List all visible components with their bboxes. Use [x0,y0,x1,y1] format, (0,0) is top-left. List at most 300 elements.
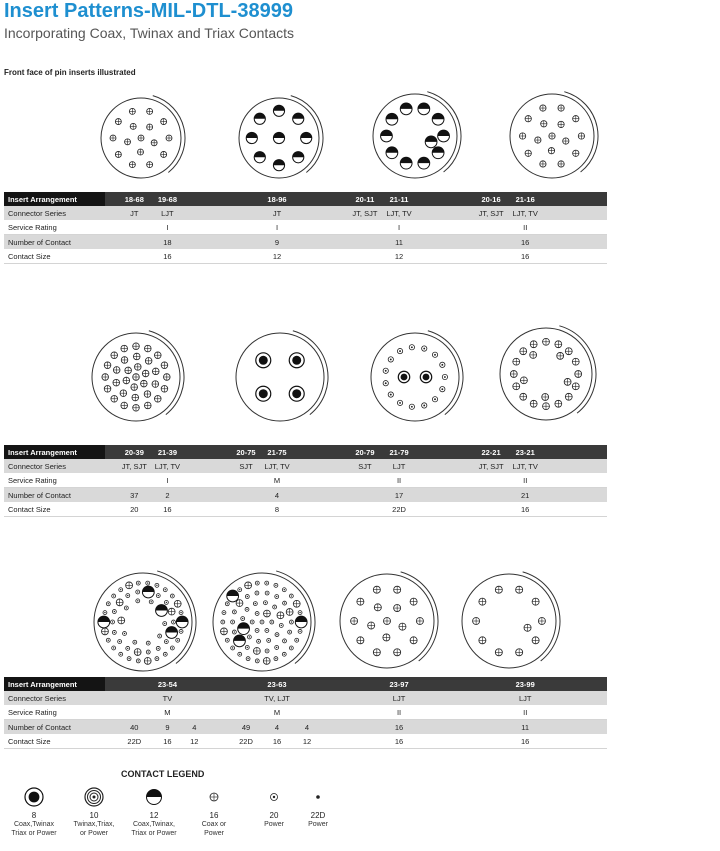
page-title: Insert Patterns-MIL-DTL-38999 [4,0,293,22]
insert-table-3 [4,677,607,749]
table-cell: LJT, TV [507,459,544,473]
table-cell [294,705,321,720]
table-cell: LJT [151,206,184,220]
table-cell [118,235,151,250]
table-cell: 20-79 [349,445,380,459]
table-row [4,691,607,705]
row-label: Insert Arrangement [4,192,105,206]
insert-table-1 [4,192,607,264]
table-cell [436,473,475,488]
insert-diagram-20-39 [86,327,186,427]
table-cell [105,691,117,705]
table-cell [349,502,380,517]
row-label: Connector Series [4,206,105,220]
table-cell [184,220,205,235]
table-cell: 22D [118,734,151,749]
table-cell [544,502,607,517]
table-cell [184,677,205,691]
row-label: Contact Size [4,734,105,749]
table-cell [232,488,261,503]
table-cell: 23-99 [507,677,544,691]
table-cell [205,249,232,264]
table-cell [184,249,205,264]
table-cell: 20 [118,502,151,517]
table-cell [294,473,321,488]
table-cell: 4 [294,720,321,735]
table-cell [205,677,232,691]
table-cell [320,488,349,503]
table-cell [184,445,205,459]
row-label: Service Rating [4,473,105,488]
table-header-row [4,445,607,459]
table-cell [320,720,349,735]
table-cell [418,249,437,264]
table-cell [436,459,475,473]
row-label: Service Rating [4,220,105,235]
table-cell [232,206,261,220]
table-cell [349,249,380,264]
table-cell [205,206,232,220]
table-cell [418,502,437,517]
table-cell [436,192,475,206]
insert-diagram-18-96 [233,92,325,184]
legend-size: 8 [31,811,37,820]
table-cell [544,705,607,720]
table-cell: 19-68 [151,192,184,206]
table-cell [105,206,117,220]
table-cell [184,705,205,720]
table-cell [320,249,349,264]
table-cell [105,502,117,517]
table-cell [476,249,507,264]
table-cell [349,734,380,749]
table-cell: II [380,473,417,488]
row-label: Contact Size [4,249,105,264]
table-cell [418,734,437,749]
table-cell: II [507,705,544,720]
table-cell: JT, SJT [118,459,151,473]
insert-outline [236,333,324,421]
table-cell [105,705,117,720]
legend-size: 20 [269,811,279,820]
table-cell [205,705,232,720]
legend-description: Coax or [201,821,227,828]
table-cell: 16 [151,734,184,749]
insert-diagram-23-99 [456,568,562,674]
table-cell: 9 [151,720,184,735]
table-row [4,705,607,720]
table-cell [184,488,205,503]
table-cell [436,705,475,720]
table-cell [118,691,151,705]
legend-description: Power [264,821,284,828]
table-cell [436,249,475,264]
table-cell: 16 [260,734,293,749]
table-cell [294,192,321,206]
table-cell [205,445,232,459]
legend-item [288,785,348,829]
page-subtitle: Incorporating Coax, Twinax and Triax Contacts [4,25,295,41]
table-row [4,488,607,503]
table-cell [544,720,607,735]
legend-size: 22D [310,811,326,820]
table-cell [544,459,607,473]
table-cell [349,677,380,691]
row-label: Insert Arrangement [4,445,105,459]
table-cell: II [507,220,544,235]
table-header-row [4,192,607,206]
table-cell [436,720,475,735]
table-cell [118,705,151,720]
table-cell [544,734,607,749]
table-cell [118,473,151,488]
table-cell [418,488,437,503]
table-cell: 16 [507,249,544,264]
table-cell [418,473,437,488]
table-cell [544,249,607,264]
table-header-row [4,677,607,691]
table-cell [320,473,349,488]
table-cell: 16 [380,734,417,749]
table-cell [294,677,321,691]
table-cell [105,445,117,459]
legend-size: 12 [149,811,159,820]
table-cell [436,734,475,749]
table-cell [205,502,232,517]
table-cell [544,206,607,220]
table-cell [320,445,349,459]
coax-12-icon [142,785,166,809]
table-row [4,206,607,220]
table-cell [205,734,232,749]
table-cell [436,502,475,517]
table-cell [232,691,261,705]
table-cell: M [260,705,293,720]
table-cell [544,235,607,250]
table-cell [436,691,475,705]
insert-diagram-20-11 [367,88,463,184]
table-cell [436,235,475,250]
table-cell [436,445,475,459]
table-cell: II [380,705,417,720]
table-cell [418,235,437,250]
table-cell: 11 [507,720,544,735]
insert-diagram-20-75 [230,327,330,427]
table-cell [320,192,349,206]
contact-16-icon [202,785,226,809]
table-cell [205,220,232,235]
table-cell [105,459,117,473]
legend-description: Triax or Power [131,830,177,837]
table-cell [184,206,205,220]
table-cell [294,249,321,264]
legend-description: or Power [79,830,108,837]
row-label: Number of Contact [4,720,105,735]
insert-diagram-23-54 [88,567,198,677]
table-cell [232,192,261,206]
table-cell [418,220,437,235]
table-cell: 20-75 [232,445,261,459]
table-cell [349,220,380,235]
table-cell [436,677,475,691]
table-cell [105,192,117,206]
table-cell: 22D [380,502,417,517]
table-cell [476,691,507,705]
table-cell [418,691,437,705]
table-cell: TV, LJT [260,691,293,705]
table-cell [118,220,151,235]
table-cell [105,473,117,488]
table-cell [184,235,205,250]
table-cell [205,473,232,488]
insert-diagram-23-97 [334,568,440,674]
table-cell: 12 [294,734,321,749]
table-cell: LJT, TV [260,459,293,473]
table-cell: 9 [260,235,293,250]
legend-description: Triax or Power [11,830,57,837]
contact-legend-title: CONTACT LEGEND [121,769,205,779]
table-cell [205,720,232,735]
table-cell [476,502,507,517]
table-cell: 16 [507,502,544,517]
table-cell [184,459,205,473]
table-cell: 21-79 [380,445,417,459]
table-cell [294,445,321,459]
table-cell [320,734,349,749]
table-cell: 18-96 [260,192,293,206]
table-cell: 21-16 [507,192,544,206]
table-cell: I [260,220,293,235]
table-cell [294,220,321,235]
table-cell: 4 [260,720,293,735]
table-cell: 37 [118,488,151,503]
table-cell: 2 [151,488,184,503]
table-cell: 20-39 [118,445,151,459]
table-cell [320,677,349,691]
table-cell [320,502,349,517]
table-cell: 8 [260,502,293,517]
table-cell: LJT [380,691,417,705]
table-cell [436,220,475,235]
table-cell: 4 [260,488,293,503]
table-cell: SJT [232,459,261,473]
table-cell: 16 [507,734,544,749]
table-cell: JT [118,206,151,220]
table-cell [476,220,507,235]
table-cell [105,220,117,235]
table-cell: I [151,220,184,235]
table-cell [349,235,380,250]
table-cell: 40 [118,720,151,735]
row-label: Insert Arrangement [4,677,105,691]
table-cell [349,705,380,720]
table-cell [232,249,261,264]
table-cell: JT [260,206,293,220]
table-cell [544,445,607,459]
row-label: Service Rating [4,705,105,720]
legend-item [64,785,124,838]
table-cell [232,705,261,720]
table-cell [294,206,321,220]
row-label: Contact Size [4,502,105,517]
table-cell [232,235,261,250]
table-cell [544,220,607,235]
table-cell [184,473,205,488]
table-cell [476,720,507,735]
table-cell [349,488,380,503]
table-cell [544,488,607,503]
table-cell: TV [151,691,184,705]
table-cell [476,705,507,720]
table-cell [105,235,117,250]
table-cell: LJT, TV [151,459,184,473]
table-row [4,720,607,735]
table-cell [232,220,261,235]
table-cell [205,488,232,503]
row-label: Connector Series [4,459,105,473]
table-cell [205,192,232,206]
table-cell: 16 [151,249,184,264]
table-cell [418,206,437,220]
table-cell [320,220,349,235]
table-cell: 12 [184,734,205,749]
table-cell [118,249,151,264]
table-cell: 23-21 [507,445,544,459]
table-cell [436,206,475,220]
table-cell [476,734,507,749]
table-row [4,459,607,473]
table-cell [544,691,607,705]
insert-diagram-20-79 [365,327,465,427]
row-label: Number of Contact [4,488,105,503]
table-cell: M [151,705,184,720]
table-cell: JT, SJT [349,206,380,220]
table-cell [320,459,349,473]
table-cell [544,677,607,691]
table-row [4,235,607,250]
table-cell: M [260,473,293,488]
table-cell: LJT [507,691,544,705]
table-cell: 22-21 [476,445,507,459]
table-cell: I [151,473,184,488]
table-cell: LJT [380,459,417,473]
table-cell [232,502,261,517]
table-cell: 21-75 [260,445,293,459]
table-cell: 20-11 [349,192,380,206]
table-cell [476,473,507,488]
table-cell: 21 [507,488,544,503]
legend-item [4,785,64,838]
table-cell [184,502,205,517]
table-cell: I [380,220,417,235]
table-cell [349,473,380,488]
table-cell [232,677,261,691]
legend-item [124,785,184,838]
table-cell [349,691,380,705]
legend-description: Twinax,Triax, [73,821,115,828]
table-cell [294,502,321,517]
table-cell [418,192,437,206]
table-cell [418,677,437,691]
table-row [4,473,607,488]
table-cell [418,720,437,735]
table-row [4,249,607,264]
table-cell: 23-63 [260,677,293,691]
table-row [4,220,607,235]
table-cell [476,677,507,691]
table-cell: LJT, TV [507,206,544,220]
table-cell [544,192,607,206]
table-cell: 16 [507,235,544,250]
table-cell: 49 [232,720,261,735]
power-20-icon [262,785,286,809]
table-cell: 21-11 [380,192,417,206]
legend-description: Power [308,821,328,828]
row-label: Number of Contact [4,235,105,250]
table-cell: 12 [260,249,293,264]
table-cell: JT, SJT [476,206,507,220]
table-cell: LJT, TV [380,206,417,220]
legend-description: Coax,Twinax [13,821,55,828]
table-cell [544,473,607,488]
table-cell [294,235,321,250]
insert-diagram-22-21 [494,322,598,426]
table-cell [184,192,205,206]
table-cell: 17 [380,488,417,503]
table-cell: 23-97 [380,677,417,691]
table-cell [418,445,437,459]
table-cell: 16 [380,720,417,735]
table-cell: 4 [184,720,205,735]
table-cell: 20-16 [476,192,507,206]
insert-table-2 [4,445,607,517]
table-cell: 21-39 [151,445,184,459]
table-cell: 11 [380,235,417,250]
table-cell [205,691,232,705]
table-cell [294,488,321,503]
legend-size: 10 [89,811,99,820]
row-label: Connector Series [4,691,105,705]
table-cell [418,705,437,720]
legend-description: Coax,Twinax, [132,821,176,828]
table-row [4,734,607,749]
table-cell [436,488,475,503]
legend-item [184,785,244,838]
insert-diagram-23-63 [207,567,317,677]
table-cell [294,459,321,473]
table-cell [205,459,232,473]
table-cell: 23-54 [151,677,184,691]
table-cell [105,249,117,264]
table-cell [476,488,507,503]
table-cell [320,691,349,705]
insert-diagram-20-16 [504,88,600,184]
table-cell: 18-68 [118,192,151,206]
table-cell [476,235,507,250]
table-cell: SJT [349,459,380,473]
table-cell [184,691,205,705]
table-cell [105,720,117,735]
table-cell: II [507,473,544,488]
legend-description: Power [204,830,224,837]
table-cell [105,677,117,691]
table-cell [320,206,349,220]
table-cell [232,473,261,488]
table-cell [349,720,380,735]
table-cell: 16 [151,502,184,517]
table-cell [205,235,232,250]
table-cell [320,235,349,250]
